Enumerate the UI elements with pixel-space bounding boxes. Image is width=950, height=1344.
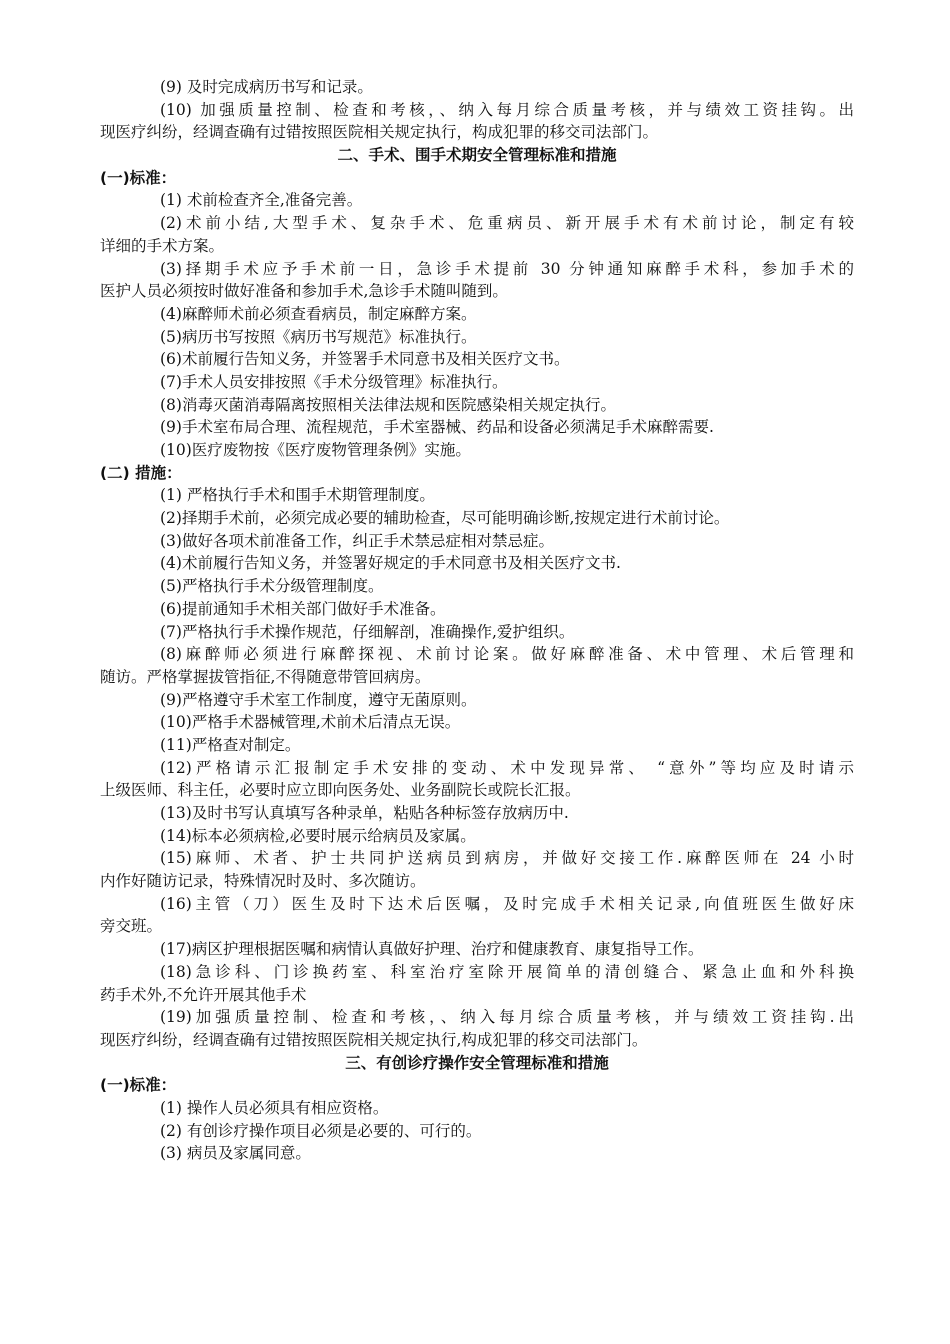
list-item-continuation: 内作好随访记录，特殊情况时及时、多次随访。 <box>100 872 426 891</box>
list-item-continuation: 医护人员必须按时做好准备和参加手术,急诊手术随叫随到。 <box>100 282 508 301</box>
list-item: (13)及时书写认真填写各种录单，粘贴各种标签存放病历中. <box>160 804 569 822</box>
list-item: (1) 术前检查齐全,准备完善。 <box>160 191 363 210</box>
list-item: (2) 有创诊疗操作项目必须是必要的、可行的。 <box>160 1121 482 1140</box>
list-item: (11)严格查对制定。 <box>160 735 301 754</box>
list-item: (19)加强质量控制、检查和考核，、纳入每月综合质量考核，并与绩效工资挂钩.出 <box>160 1008 854 1027</box>
list-item: (4)麻醉师术前必须查看病员，制定麻醉方案。 <box>160 304 477 323</box>
list-item: (2)择期手术前，必须完成必要的辅助检查，尽可能明确诊断,按规定进行术前讨论。 <box>160 509 730 528</box>
list-item: (18)急诊科、门诊换药室、科室治疗室除开展简单的清创缝合、紧急止血和外科换 <box>160 962 854 981</box>
list-item: (7)手术人员安排按照《手术分级管理》标准执行。 <box>160 372 508 391</box>
section-heading: 二、手术、围手术期安全管理标准和措施 <box>337 146 617 165</box>
list-item: (7)严格执行手术操作规范，仔细解剖，准确操作,爱护组织。 <box>160 622 575 641</box>
list-item-continuation: 药手术外,不允许开展其他手术 <box>100 985 307 1004</box>
subsection-heading: (一)标准： <box>100 1076 177 1095</box>
list-item: (14)标本必须病检,必要时展示给病员及家属。 <box>160 826 476 845</box>
subsection-heading: (一)标准： <box>100 168 177 187</box>
list-item-continuation: 现医疗纠纷，经调查确有过错按照医院相关规定执行,构成犯罪的移交司法部门。 <box>100 1030 648 1049</box>
list-item: (8)消毒灭菌消毒隔离按照相关法律法规和医院感染相关规定执行。 <box>160 395 616 414</box>
list-item-continuation: 上级医师、科主任，必要时应立即向医务处、业务副院长或院长汇报。 <box>100 781 581 800</box>
list-item: (9)手术室布局合理、流程规范，手术室器械、药品和设备必须满足手术麻醉需要. <box>160 418 714 437</box>
list-item: (12)严格请示汇报制定手术安排的变动、术中发现异常、 “意外”等均应及时请示 <box>160 758 854 777</box>
list-item: (5)严格执行手术分级管理制度。 <box>160 577 384 596</box>
list-item: (3) 病员及家属同意。 <box>160 1144 311 1163</box>
list-item: (5)病历书写按照《病历书写规范》标准执行。 <box>160 327 477 346</box>
list-item: (6)提前通知手术相关部门做好手术准备。 <box>160 599 446 618</box>
list-item: (10)医疗废物按《医疗废物管理条例》实施。 <box>160 441 471 459</box>
subsection-heading: (二) 措施： <box>100 463 182 482</box>
list-item: (3)择期手术应予手术前一日，急诊手术提前 30 分钟通知麻醉手术科，参加手术的 <box>160 259 854 278</box>
list-item: (6)术前履行告知义务，并签署手术同意书及相关医疗文书。 <box>160 350 570 369</box>
list-item: (15)麻师、术者、护士共同护送病员到病房，并做好交接工作.麻醉医师在 24 小时 <box>160 849 854 868</box>
list-item: (17)病区护理根据医嘱和病情认真做好护理、治疗和健康教育、康复指导工作。 <box>160 940 704 959</box>
section-heading: 三、有创诊疗操作安全管理标准和措施 <box>345 1053 609 1072</box>
list-item: (1) 严格执行手术和围手术期管理制度。 <box>160 486 435 505</box>
list-item-continuation: 旁交班。 <box>100 917 163 936</box>
list-item: (2)术前小结,大型手术、复杂手术、危重病员、新开展手术有术前讨论，制定有较 <box>160 214 854 233</box>
list-item-continuation: 随访。严格掌握拔管指征,不得随意带管回病房。 <box>100 667 431 686</box>
list-item: (4)术前履行告知义务，并签署好规定的手术同意书及相关医疗文书. <box>160 554 621 573</box>
list-item: (1) 操作人员必须具有相应资格。 <box>160 1098 389 1117</box>
list-item: (9) 及时完成病历书写和记录。 <box>160 78 373 96</box>
list-item: (10) 加强质量控制、检查和考核，、纳入每月综合质量考核，并与绩效工资挂钩。出 <box>160 100 854 119</box>
list-item-continuation: 详细的手术方案。 <box>100 236 225 255</box>
list-item: (10)严格手术器械管理,术前术后清点无误。 <box>160 713 461 732</box>
list-item: (16)主管（刀）医生及时下达术后医嘱，及时完成手术相关记录,向值班医生做好床 <box>160 894 854 913</box>
list-item: (8)麻醉师必须进行麻醉探视、术前讨论案。做好麻醉准备、术中管理、术后管理和 <box>160 645 854 664</box>
list-item-continuation: 现医疗纠纷，经调查确有过错按照医院相关规定执行，构成犯罪的移交司法部门。 <box>100 123 659 142</box>
list-item: (3)做好各项术前准备工作，纠正手术禁忌症相对禁忌症。 <box>160 531 554 550</box>
list-item: (9)严格遵守手术室工作制度，遵守无菌原则。 <box>160 690 477 709</box>
